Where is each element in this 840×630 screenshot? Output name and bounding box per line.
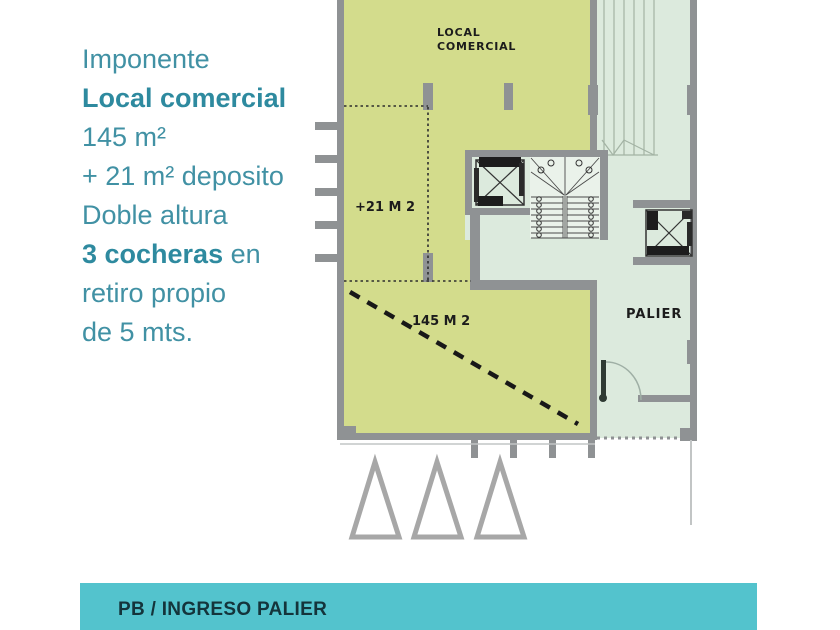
plan-label-local-comercial <box>437 26 516 54</box>
plan-label-main-area: 145 M 2 <box>412 314 471 329</box>
description-segment: en <box>223 239 261 269</box>
description-segment: Imponente <box>82 44 210 74</box>
plan-label-local-line2: COMERCIAL <box>437 40 517 53</box>
parking-triangle-icon <box>414 462 461 537</box>
description-line <box>82 79 332 118</box>
plan-label-palier: PALIER <box>626 307 683 322</box>
parking-triangle-icon <box>352 462 399 537</box>
description-line <box>82 274 332 313</box>
description-line <box>82 40 332 79</box>
description-line <box>82 196 332 235</box>
footer-label: PB / INGRESO PALIER <box>118 598 328 620</box>
description-segment: + 21 m² deposito <box>82 161 284 191</box>
description-line <box>82 313 332 352</box>
room-fills <box>344 0 690 438</box>
description-segment: retiro propio <box>82 278 227 308</box>
plan-label-local-line1: LOCAL <box>437 26 481 39</box>
description-segment: 3 cocheras <box>82 239 224 269</box>
plan-label-deposito-area: +21 M 2 <box>355 200 416 215</box>
description-segment: 145 m² <box>82 122 167 152</box>
description-line <box>82 157 332 196</box>
parking-triangles <box>352 462 524 537</box>
description-segment: Doble altura <box>82 200 228 230</box>
description-segment: Local comercial <box>82 83 287 113</box>
listing-description <box>82 40 332 352</box>
parking-triangle-icon <box>477 462 524 537</box>
description-line <box>82 118 332 157</box>
footer-bar <box>80 583 757 630</box>
description-segment: de 5 mts. <box>82 317 194 347</box>
description-line <box>82 235 332 274</box>
